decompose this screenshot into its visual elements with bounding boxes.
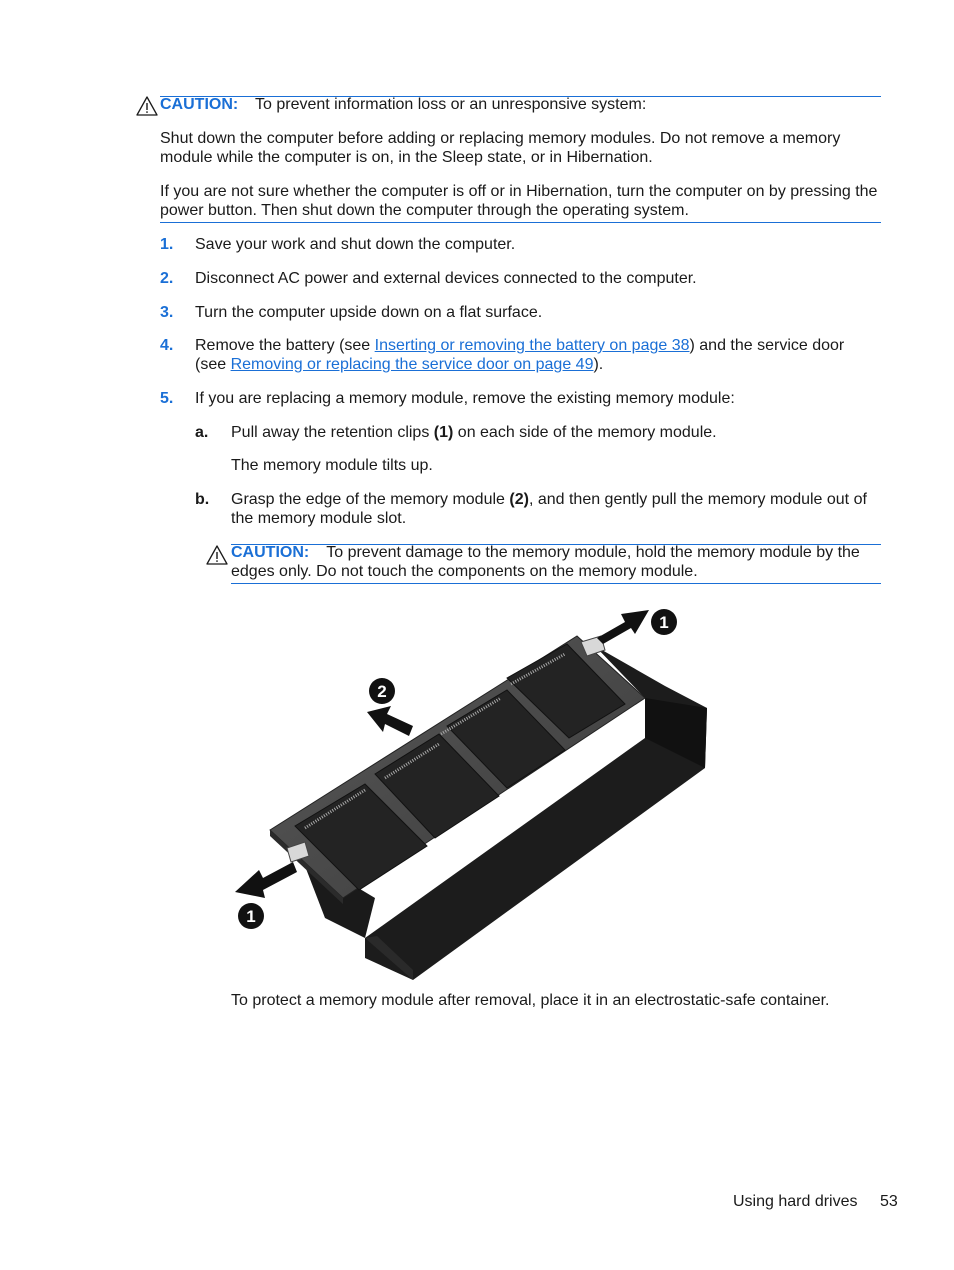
step-text: Disconnect AC power and external devices connected to the computer. bbox=[195, 270, 697, 287]
memory-module bbox=[270, 636, 645, 904]
warning-icon bbox=[136, 96, 158, 116]
service-door-link[interactable]: Removing or replacing the service door on page 49 bbox=[230, 356, 594, 373]
svg-text:1: 1 bbox=[246, 907, 256, 926]
caution-text: To prevent information loss or an unresponsive system: bbox=[255, 96, 647, 113]
callout-2-badge bbox=[369, 678, 395, 704]
caution-paragraph-2: If you are not sure whether the computer is off or in Hibernation, turn the computer on by pressing the power button. Then shut down the computer through the operating system. bbox=[160, 183, 878, 219]
step-number: 2. bbox=[160, 270, 174, 287]
callout-1-badge bbox=[651, 609, 677, 635]
callout-1-badge bbox=[238, 903, 264, 929]
arrow-icon bbox=[597, 610, 649, 644]
caution-label: CAUTION: bbox=[160, 96, 239, 113]
caution-text: CAUTION: To prevent damage to the memory module, hold the memory module by the edges only. Do not touch the components on the memory module. bbox=[231, 544, 860, 580]
caution-bottom-rule bbox=[231, 583, 881, 584]
closing-text: To protect a memory module after removal, place it in an electrostatic-safe container. bbox=[231, 992, 830, 1009]
battery-link[interactable]: Inserting or removing the battery on page 38 bbox=[374, 337, 690, 354]
arrow-icon bbox=[235, 862, 297, 898]
substep-text: Grasp the edge of the memory module (2), and then gently pull the memory module out of the memory module slot. bbox=[231, 491, 867, 527]
caution-bottom-rule bbox=[160, 222, 881, 223]
caution-paragraph-1: Shut down the computer before adding or replacing memory modules. Do not remove a memory module while the computer is on, in the Sleep state, or in Hibernation. bbox=[160, 130, 841, 166]
step-number: 5. bbox=[160, 390, 174, 407]
substep-label: a. bbox=[195, 424, 209, 441]
step-text: Remove the battery (see Inserting or removing the battery on page 38) and the service door (see Removing or replacing the service door on page 49). bbox=[195, 337, 845, 373]
caution-label: CAUTION: bbox=[231, 544, 310, 561]
footer-section: Using hard drives bbox=[733, 1193, 858, 1210]
svg-text:1: 1 bbox=[659, 613, 669, 632]
step-text: Save your work and shut down the computer. bbox=[195, 236, 516, 253]
warning-icon bbox=[206, 545, 228, 565]
page-number: 53 bbox=[880, 1193, 898, 1210]
svg-text:2: 2 bbox=[377, 682, 387, 701]
step-number: 1. bbox=[160, 236, 174, 253]
arrow-icon bbox=[367, 706, 413, 736]
substep-note: The memory module tilts up. bbox=[231, 457, 433, 474]
step-text: If you are replacing a memory module, remove the existing memory module: bbox=[195, 390, 735, 407]
step-text: Turn the computer upside down on a flat surface. bbox=[195, 304, 543, 321]
memory-module-illustration bbox=[225, 598, 725, 988]
substep-text: Pull away the retention clips (1) on each side of the memory module. bbox=[231, 424, 717, 441]
step-number: 4. bbox=[160, 337, 174, 354]
step-number: 3. bbox=[160, 304, 174, 321]
substep-label: b. bbox=[195, 491, 210, 508]
